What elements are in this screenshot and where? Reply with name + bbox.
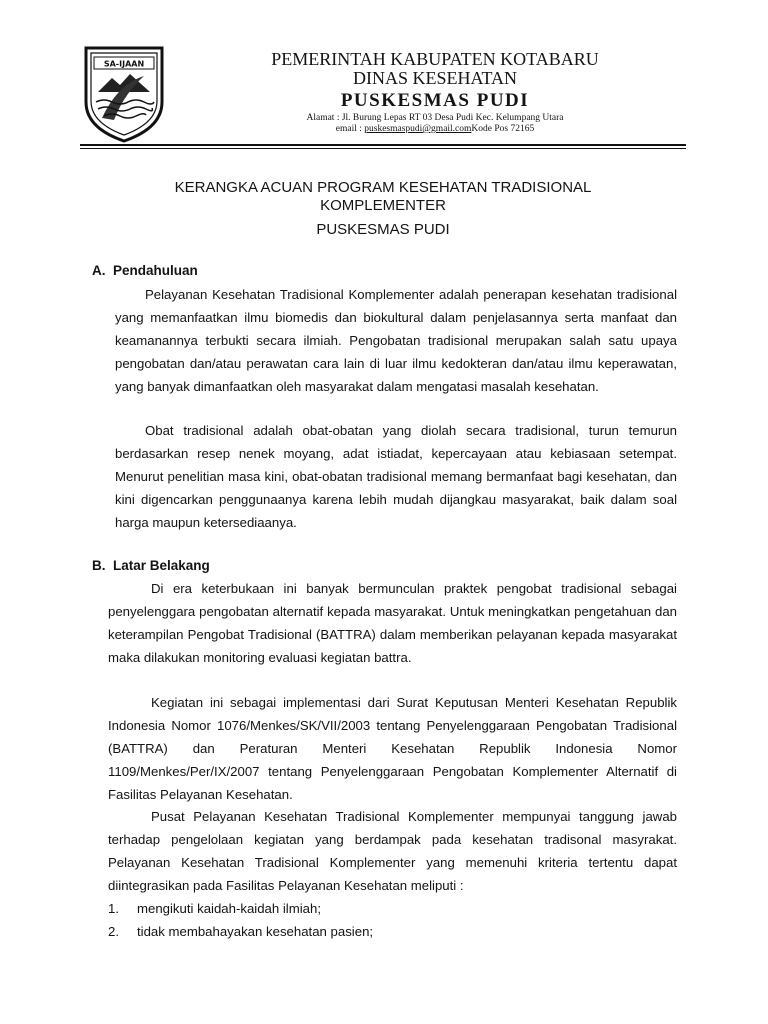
section-letter: B. (92, 558, 106, 573)
paragraph: Pusat Pelayanan Kesehatan Tradisional Komplementer mempunyai tanggung jawab terhadap pengelolaan kegiatan yang berdampak pada kesehatan tradisonal masyrakat. Pelayanan Kesehatan Tradisional Komplementer yang memenuhi kriteria tertentu dapat diintegrasikan pada Fasilitas Pelayanan Kesehatan meliputi : (108, 809, 677, 893)
letterhead-health-center: PUSKESMAS PUDI (340, 90, 530, 111)
paragraph: Kegiatan ini sebagai implementasi dari Surat Keputusan Menteri Kesehatan Republik Indonesia Nomor 1076/Menkes/SK/VII/2003 tentang Penyelenggaraan Pengobatan Tradisional (BATTRA) dan Peraturan Menteri Kesehatan Republik Indonesia Nomor 1109/Menkes/Per/IX/2007 tentang Penyelenggaraan Pengobatan Komplementer Alternatif di Fasilitas Pelayanan Kesehatan. (108, 695, 677, 802)
paragraph: Pelayanan Kesehatan Tradisional Komplementer adalah penerapan kesehatan tradisional yang memanfaatkan ilmu biomedis dan biokultural dalam penjelasannya serta manfaat dan keamanannya terbukti secara ilmiah. Pengobatan tradisional merupakan salah satu upaya pengobatan dan/atau perawatan cara lain di luar ilmu kedokteran dan/atau ilmu keperawatan, yang banyak dimanfaatkan oleh masyarakat dalam mengatasi masalah kesehatan. (115, 287, 677, 394)
section-title: Latar Belakang (113, 558, 210, 573)
letterhead-contact (200, 125, 670, 135)
document-title-line2: KOMPLEMENTER (320, 197, 446, 214)
letterhead-divider-thick (80, 144, 686, 146)
document-title-line3: PUSKESMAS PUDI (316, 221, 450, 238)
list-text: tidak membahayakan kesehatan pasien; (137, 924, 374, 939)
paragraph: Di era keterbukaan ini banyak bermunculan praktek pengobat tradisional sebagai penyelenggara pengobatan alternatif kepada masyarakat. Untuk meningkatkan pengetahuan dan keterampilan Pengobat Tradisional (BATTRA) dalam memberikan pelayanan kepada masyarakat maka dilakukan monitoring evaluasi kegiatan battra. (108, 581, 677, 665)
section-heading-latar-belakang (92, 558, 210, 574)
letterhead-address: Alamat : Jl. Burung Lepas RT 03 Desa Pudi Kec. Kelumpang Utara (306, 113, 564, 123)
list-number: 1. (108, 901, 119, 916)
postal-code: Kode Pos 72165 (471, 124, 535, 134)
email-link[interactable]: puskesmaspudi@gmail.com (364, 124, 472, 134)
paragraph: Obat tradisional adalah obat-obatan yang diolah secara tradisional, turun temurun berdasarkan resep nenek moyang, adat istiadat, kepercayaan atau kebiasaan setempat. Menurut penelitian masa kini, obat-obatan tradisional memang bermanfaat bagi kesehatan, dan kini digencarkan penggunaanya karena lebih mudah dijangkau masyarakat, baik dalam soal harga maupun ketersediaanya. (115, 423, 677, 530)
section-title: Pendahuluan (113, 263, 198, 278)
letterhead-divider-thin (80, 148, 686, 149)
list-number: 2. (108, 924, 119, 939)
list-text: mengikuti kaidah-kaidah ilmiah; (137, 901, 321, 916)
document-title-line1: KERANGKA ACUAN PROGRAM KESEHATAN TRADISIONAL (174, 179, 592, 196)
letterhead-department: DINAS KESEHATAN (352, 68, 518, 88)
email-label: email : (335, 124, 365, 134)
list-item (108, 920, 373, 943)
section-heading-pendahuluan (92, 263, 198, 279)
emblem-text: SA-IJAAN (103, 59, 145, 69)
list-item (108, 897, 321, 920)
regency-emblem (80, 44, 168, 144)
section-letter: A. (92, 263, 106, 278)
letterhead-government: PEMERINTAH KABUPATEN KOTABARU (271, 49, 599, 69)
